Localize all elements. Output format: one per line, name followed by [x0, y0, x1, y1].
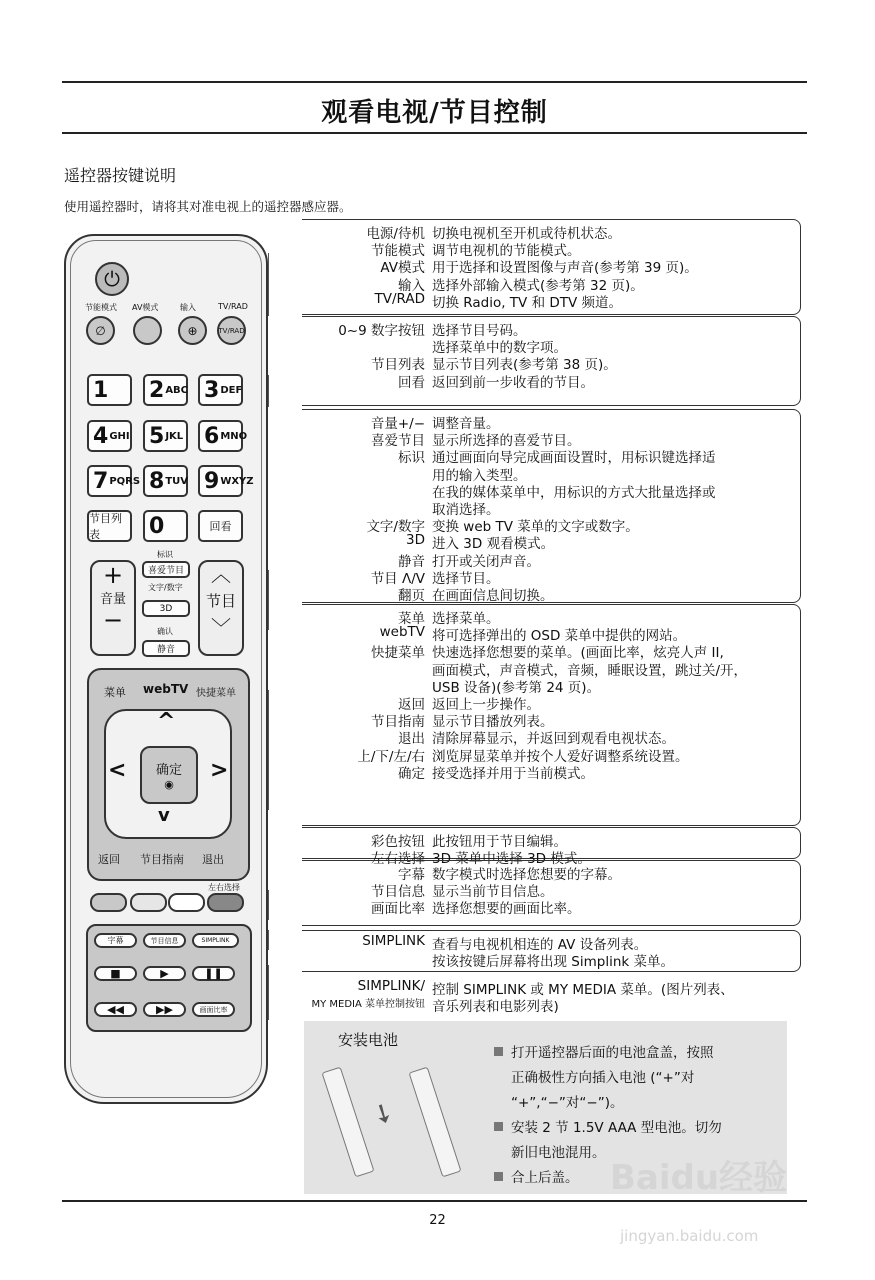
section-title: 遥控器按键说明 [64, 166, 177, 185]
desc-label: 文字/数字 [366, 519, 425, 536]
right-arrow-icon[interactable]: > [210, 758, 229, 783]
desc-label: AV模式 [380, 260, 425, 277]
play-icon: ▶ [160, 967, 169, 980]
desc-text: 进入 3D 观看模式。 [432, 536, 555, 553]
eco-button[interactable] [86, 316, 115, 345]
bracket-4 [268, 690, 269, 810]
desc-label: 输入 [398, 277, 425, 294]
desc-label: 返回 [398, 697, 425, 713]
mark-label: 标识 [157, 550, 173, 559]
desc-label: 节能模式 [371, 243, 425, 260]
insert-arrow-icon: ➘ [366, 1095, 400, 1133]
desc-label: 音量+/− [370, 416, 425, 432]
desc-label: 翻页 [398, 588, 425, 604]
desc-text: 切换 Radio, TV 和 DTV 频道。 [432, 294, 623, 311]
desc-label: MY MEDIA 菜单控制按钮 [311, 999, 425, 1011]
menu-button[interactable]: 菜单 [104, 686, 126, 699]
desc-text: 返回上一步操作。 [432, 697, 540, 713]
section-intro: 使用遥控器时，请将其对准电视上的遥控器感应器。 [64, 199, 352, 214]
desc-text: 通过画面向导完成画面设置时，用标识键选择适 [432, 450, 716, 467]
bracket-3 [268, 570, 269, 630]
bracket-5 [268, 890, 269, 920]
desc-text: 变换 web TV 菜单的文字或数字。 [432, 519, 639, 536]
bottom-rule [62, 1200, 807, 1202]
ok-button[interactable] [140, 746, 198, 804]
desc-label: SIMPLINK/ [357, 978, 425, 994]
lr-select-label: 左右选择 [208, 883, 240, 892]
blue-button[interactable] [207, 893, 244, 912]
key-4[interactable]: 4 GHI [87, 420, 132, 452]
power-icon: ⏻ [104, 267, 120, 291]
volume-label: 音量 [99, 592, 126, 607]
desc-text: USB 设备)(参考第 24 页)。 [432, 679, 601, 696]
fast-forward-button[interactable] [143, 1002, 186, 1017]
rewind-icon: ◀◀ [107, 1003, 124, 1016]
page-title: 观看电视/节目控制 [321, 98, 548, 128]
leaf-icon: ∅ [95, 323, 106, 338]
battery-step-1b: 正确极性方向插入电池 (“+”对 [511, 1070, 695, 1086]
top-rule [62, 81, 807, 83]
guide-button[interactable]: 节目指南 [140, 853, 184, 866]
battery-title: 安装电池 [338, 1031, 399, 1049]
av-mode-button[interactable] [133, 316, 162, 345]
yellow-button[interactable] [168, 893, 205, 912]
desc-text: 选择菜单中的数字项。 [432, 340, 567, 357]
key-8[interactable]: 8 TUV [143, 465, 188, 497]
desc-text: 选择节目号码。 [432, 323, 527, 339]
key-5[interactable]: 5 JKL [143, 420, 188, 452]
bullet-icon [494, 1172, 503, 1181]
desc-label: 确定 [398, 765, 425, 782]
desc-text: 切换电视机至开机或待机状态。 [432, 226, 621, 242]
desc-text: 此按钮用于节目编辑。 [432, 834, 567, 850]
green-button[interactable] [130, 893, 167, 912]
desc-text: 调节电视机的节能模式。 [432, 243, 581, 260]
desc-label: 0~9 数字按钮 [338, 323, 425, 339]
desc-text: 画面模式，声音模式，音频，睡眠设置，跳过关/开， [432, 662, 748, 679]
desc-label: 节目 Λ/V [370, 570, 425, 587]
desc-text: 将可选择弹出的 OSD 菜单中提供的网站。 [432, 628, 687, 645]
desc-label: 喜爱节目 [371, 433, 425, 450]
desc-label: 电源/待机 [366, 226, 425, 242]
desc-label: 菜单 [398, 611, 425, 627]
watermark-brand: Baidu经验 [610, 1158, 788, 1198]
key-3[interactable]: 3 DEF [198, 374, 243, 406]
desc-text: 3D 菜单中选择 3D 模式。 [432, 851, 591, 868]
desc-label: 节目列表 [371, 357, 425, 374]
fast-forward-icon: ▶▶ [156, 1003, 173, 1016]
desc-label: 字幕 [398, 867, 425, 883]
desc-text: 显示节目列表(参考第 38 页)。 [432, 357, 617, 374]
desc-label: 退出 [398, 731, 425, 748]
desc-label: 静音 [398, 553, 425, 570]
key-0[interactable]: 0 [143, 510, 188, 542]
desc-text: 显示所选择的喜爱节目。 [432, 433, 581, 450]
favorite-button[interactable]: 喜爱节目 [142, 561, 190, 578]
info-button[interactable]: 节目信息 [143, 933, 186, 948]
pause-button[interactable] [192, 966, 235, 981]
title-rule [62, 132, 807, 134]
desc-text: 控制 SIMPLINK 或 MY MEDIA 菜单。(图片列表、 [432, 982, 734, 998]
desc-label: 彩色按钮 [371, 834, 425, 850]
bullet-icon [494, 1047, 503, 1056]
desc-text: 返回到前一步收看的节目。 [432, 374, 594, 391]
bracket-2 [268, 375, 269, 407]
text-num-label: 文字/数字 [148, 583, 183, 592]
desc-text: 显示节目播放列表。 [432, 714, 554, 731]
channel-list-button[interactable]: 节目列表 [87, 510, 132, 542]
desc-text: 用于选择和设置图像与声音(参考第 39 页)。 [432, 260, 698, 277]
desc-text: 清除屏幕显示，并返回到观看电视状态。 [432, 731, 675, 748]
desc-label: 回看 [398, 374, 425, 391]
pause-icon: ❚❚ [204, 967, 223, 980]
tv-rad-button[interactable]: TV/RAD [217, 316, 246, 345]
input-button[interactable] [178, 316, 207, 345]
desc-text: 选择节目。 [432, 570, 500, 587]
stop-icon: ■ [110, 967, 121, 980]
rewind-button[interactable] [94, 1002, 137, 1017]
desc-label: TV/RAD [374, 290, 425, 307]
exit-button[interactable]: 退出 [202, 853, 224, 866]
desc-label: 左右选择 [371, 851, 425, 868]
desc-label: 画面比率 [371, 901, 425, 918]
battery-step-2a: 安装 2 节 1.5V AAA 型电池。切勿 [511, 1120, 722, 1136]
desc-text: 打开或关闭声音。 [432, 553, 540, 570]
key-7[interactable]: 7 PQRS [87, 465, 132, 497]
desc-label: 节目信息 [371, 884, 425, 901]
page-number: 22 [429, 1213, 446, 1228]
ok-label: 确定 [155, 763, 182, 778]
play-button[interactable] [143, 966, 186, 981]
desc-text: 在画面信息间切换。 [432, 588, 554, 604]
desc-label: 快捷菜单 [371, 645, 425, 662]
plus-icon: + [102, 561, 124, 589]
desc-text: 浏览屏显菜单并按个人爱好调整系统设置。 [432, 748, 689, 765]
up-arrow-icon[interactable]: ^ [157, 709, 176, 734]
desc-text: 接受选择并用于当前模式。 [432, 765, 594, 782]
battery-step-1a: 打开遥控器后面的电池盒盖，按照 [511, 1045, 714, 1061]
confirm-small-label: 确认 [157, 627, 173, 636]
desc-text: 在我的媒体菜单中，用标识的方式大批量选择或 [432, 484, 716, 501]
desc-text: 数字模式时选择您想要的字幕。 [432, 867, 621, 883]
bracket-1 [268, 253, 269, 316]
desc-text: 用的输入类型。 [432, 467, 527, 484]
red-button[interactable] [90, 893, 127, 912]
desc-text: 选择菜单。 [432, 611, 500, 627]
recall-button[interactable]: 回看 [198, 510, 243, 542]
key-1[interactable]: 1 [87, 374, 132, 406]
simplink-button[interactable]: SIMPLINK [192, 933, 239, 948]
volume-rocker[interactable] [90, 560, 136, 656]
bracket-7 [268, 965, 269, 1020]
minus-icon: − [102, 606, 124, 634]
key-6[interactable]: 6 MNO [198, 420, 243, 452]
watermark-url: jingyan.baidu.com [620, 1227, 759, 1245]
key-9[interactable]: 9 WXYZ [198, 465, 243, 497]
input-icon: ⊕ [187, 323, 198, 338]
channel-label: 节目 [205, 592, 236, 610]
battery-step-1c: “+”,“−”对“−”)。 [511, 1095, 624, 1111]
desc-text: 快速选择您想要的菜单。(画面比率，炫亮人声 II, [432, 645, 724, 662]
battery-step-3: 合上后盖。 [511, 1170, 579, 1186]
stop-button[interactable] [94, 966, 137, 981]
key-2[interactable]: 2 ABC [143, 374, 188, 406]
return-button[interactable]: 返回 [98, 853, 120, 866]
desc-label: 标识 [398, 450, 425, 467]
bracket-6 [268, 930, 269, 950]
subtitle-button[interactable]: 字幕 [94, 933, 137, 948]
battery-step-2b: 新旧电池混用。 [511, 1145, 606, 1161]
eco-label: 节能模式 [85, 303, 117, 312]
desc-label: SIMPLINK [362, 933, 425, 949]
power-button[interactable] [95, 262, 129, 296]
down-arrow-icon[interactable]: v [158, 805, 170, 826]
desc-text: 按该按键后屏幕将出现 Simplink 菜单。 [432, 954, 674, 971]
left-arrow-icon[interactable]: < [108, 758, 127, 783]
desc-text: 音乐列表和电影列表) [432, 999, 559, 1016]
desc-label: 3D [406, 532, 425, 549]
desc-text: 显示当前节目信息。 [432, 884, 554, 901]
desc-text: 调整音量。 [432, 416, 500, 432]
tv-rad-label: TV/RAD [218, 302, 248, 311]
ratio-button[interactable]: 画面比率 [192, 1002, 235, 1017]
mute-button[interactable]: 静音 [142, 640, 190, 657]
ok-dot-icon: ◉ [164, 778, 174, 791]
desc-text: 选择您想要的画面比率。 [432, 901, 581, 918]
battery-illustration-2 [409, 1059, 469, 1177]
desc-label: webTV [379, 624, 425, 641]
3d-button[interactable]: 3D [142, 600, 190, 617]
bullet-icon [494, 1122, 503, 1131]
quick-menu-button[interactable]: 快捷菜单 [196, 688, 236, 699]
desc-label: 上/下/左/右 [357, 748, 425, 765]
desc-text: 取消选择。 [432, 502, 500, 518]
web-tv-button[interactable]: webTV [143, 682, 189, 696]
chevron-down-icon: ﹀ [211, 616, 231, 640]
desc-text: 选择外部输入模式(参考第 32 页)。 [432, 277, 644, 294]
chevron-up-icon: ︿ [211, 562, 231, 586]
av-mode-label: AV模式 [132, 303, 159, 312]
desc-text: 查看与电视机相连的 AV 设备列表。 [432, 937, 648, 953]
desc-label: 节目指南 [371, 714, 425, 731]
channel-rocker[interactable] [198, 560, 244, 656]
input-label: 输入 [180, 303, 196, 312]
